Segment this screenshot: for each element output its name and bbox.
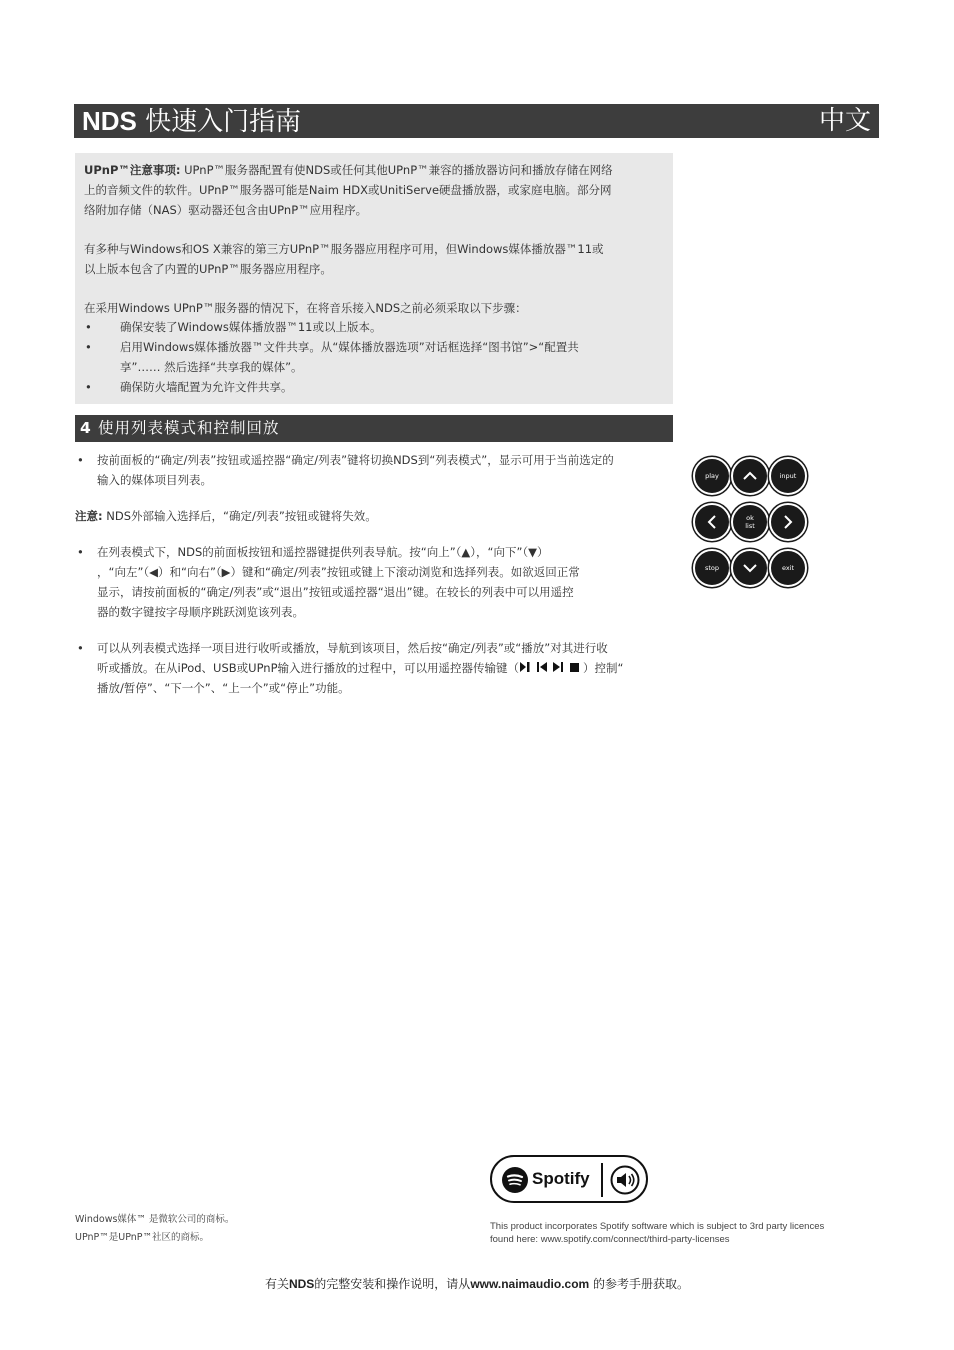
body-b2-line3: 显示，请按前面板的“确定/列表”或“退出”按钮或遥控器“退出”键。在较长的列表中可以用遥控	[97, 585, 574, 599]
page-title: NDS 快速入门指南	[82, 106, 302, 137]
note-p2-line1: 有多种与Windows和OS X兼容的第三方UPnP™服务器应用程序可用，但Windows媒体播放器™11或	[84, 242, 604, 256]
spotify-logo-icon	[501, 1166, 529, 1194]
spotify-licence-line2: found here: www.spotify.com/connect/third-party-licenses	[490, 1234, 730, 1245]
page-header-bar	[74, 104, 879, 138]
body-b3-line1: 可以从列表模式选择一项目进行收听或播放，导航到该项目，然后按“确定/列表”或“播放”对其进行收	[97, 641, 608, 655]
trademark-windows: Windows媒体™ 是微软公司的商标。	[75, 1214, 235, 1225]
body-b3-line3: 播放/暂停”、“下一个”、“上一个”或“停止”功能。	[97, 681, 350, 695]
badge-divider	[601, 1163, 603, 1197]
up-button	[731, 457, 769, 495]
chevron-left-icon	[702, 512, 722, 532]
chevron-up-icon	[740, 466, 760, 486]
bullet-dot: •	[85, 340, 92, 354]
naim-website-link[interactable]: www.naimaudio.com	[470, 1277, 590, 1291]
note-p2-line2: 以上版本包含了内置的UPnP™服务器应用程序。	[84, 262, 332, 276]
note-bullet-2-cont: 享”…… 然后选择“共享我的媒体”。	[120, 360, 303, 374]
bottom-reference-note: 有关NDS的完整安装和操作说明，请从www.naimaudio.com 的参考手册获取。	[264, 1277, 690, 1291]
upnp-note-box	[75, 153, 673, 404]
note-p1-line3: 络附加存储（NAS）驱动器还包含由UPnP™应用程序。	[84, 203, 368, 217]
section-number: 4	[80, 419, 92, 437]
bullet-dot: •	[85, 380, 92, 394]
note-bullet-3: 确保防火墙配置为允许文件共享。	[120, 380, 293, 394]
chevron-down-icon	[740, 558, 760, 578]
note-label: UPnP™注意事项:	[84, 163, 181, 177]
speaker-icon	[610, 1165, 640, 1195]
body-note: 注意: NDS外部输入选择后，“确定/列表”按钮或键将失效。	[75, 509, 377, 523]
bullet-dot: •	[77, 453, 84, 467]
bullet-dot: •	[77, 641, 84, 655]
body-b2-line4: 器的数字键按字母顺序跳跃浏览该列表。	[97, 605, 304, 619]
spotify-licence-line1: This product incorporates Spotify software which is subject to 3rd party licences	[490, 1221, 825, 1232]
chevron-right-icon	[778, 512, 798, 532]
section-title: 使用列表模式和控制回放	[98, 419, 280, 437]
body-b3-line2: 听或播放。在从iPod、USB或UPnP输入进行播放的过程中，可以用遥控器传输键（ ）控制“	[97, 658, 624, 679]
trademark-upnp: UPnP™是UPnP™社区的商标。	[75, 1232, 210, 1243]
right-button	[769, 503, 807, 541]
left-button	[693, 503, 731, 541]
body-b2-line1: 在列表模式下，NDS的前面板按钮和遥控器键提供列表导航。按“向上”（▲），“向下”（▼）	[97, 545, 549, 559]
language-label: 中文	[818, 106, 871, 136]
section-4-header	[75, 415, 673, 442]
spotify-wordmark: Spotify	[532, 1169, 590, 1188]
body-b1-line1: 按前面板的“确定/列表”按钮或遥控器“确定/列表”键将切换NDS到“列表模式”，显示可用于当前选定的	[97, 453, 614, 467]
note-label: 注意:	[75, 509, 103, 523]
stop-button: stop	[693, 549, 731, 587]
note-p1-line1: UPnP™注意事项: UPnP™服务器配置有使NDS或任何其他UPnP™兼容的播放器访问和播放存储在网络	[84, 163, 613, 177]
play-button: play	[693, 457, 731, 495]
body-b1-line2: 输入的媒体项目列表。	[97, 473, 212, 487]
down-button	[731, 549, 769, 587]
bullet-dot: •	[77, 545, 84, 559]
note-p3: 在采用Windows UPnP™服务器的情况下，在将音乐接入NDS之前必须采取以下步骤：	[84, 301, 527, 315]
note-bullet-2: 启用Windows媒体播放器™文件共享。从“媒体播放器选项”对话框选择“图书馆”>“配置共	[120, 340, 579, 354]
exit-button: exit	[769, 549, 807, 587]
note-bullet-1: 确保安装了Windows媒体播放器™11或以上版本。	[120, 320, 382, 334]
transport-icons	[519, 659, 583, 679]
bullet-dot: •	[85, 320, 92, 334]
note-p1-line2: 上的音频文件的软件。UPnP™服务器可能是Naim HDX或UnitiServe硬盘播放器，或家庭电脑。部分网	[84, 183, 612, 197]
input-button: input	[769, 457, 807, 495]
body-b2-line2: ，“向左”（◀）和“向右”（▶）键和“确定/列表”按钮或键上下滚动浏览和选择列表。如欲返回正常	[97, 565, 580, 579]
spotify-connect-badge	[490, 1155, 648, 1203]
ok-list-button: ok list	[731, 503, 769, 541]
